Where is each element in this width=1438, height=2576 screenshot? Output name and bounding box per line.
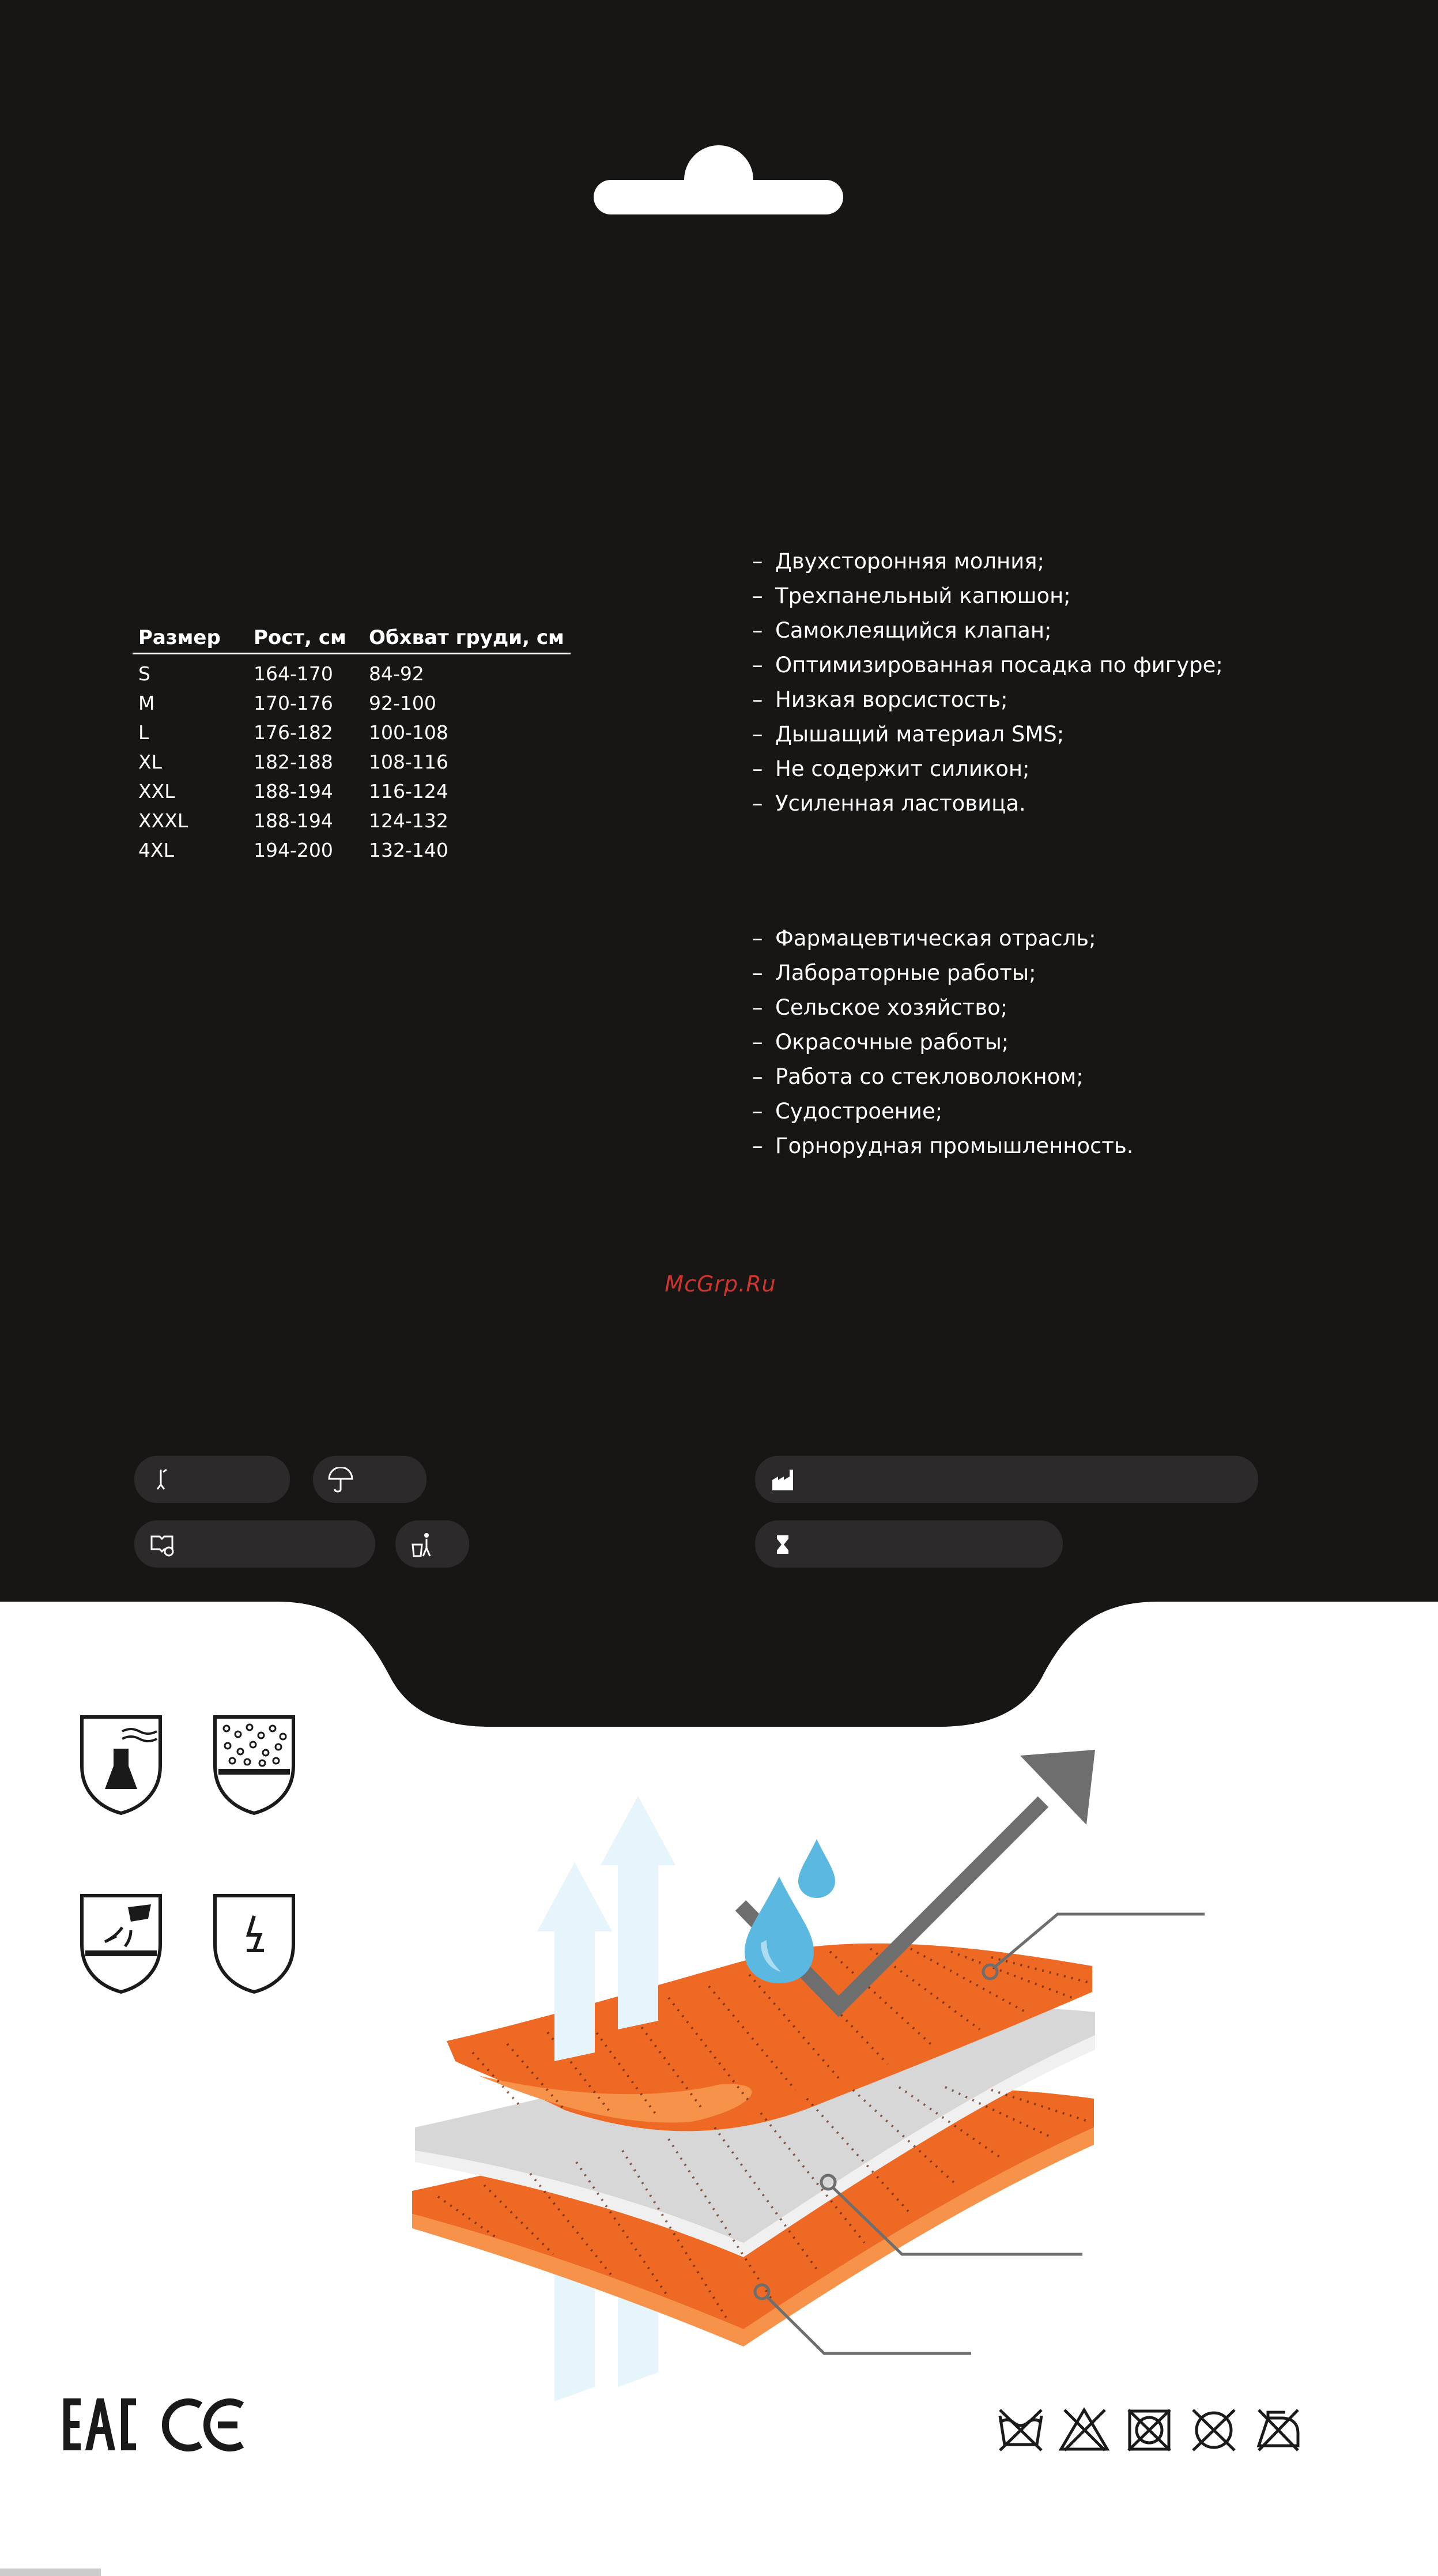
application-text: Окрасочные работы; (775, 1030, 1009, 1054)
antistatic-protection-icon (215, 1896, 293, 1992)
application-text: Работа со стекловолокном; (775, 1064, 1084, 1089)
manual-icon (149, 1532, 175, 1557)
table-row (133, 747, 571, 777)
height-cell: 194-200 (254, 839, 333, 861)
table-row (133, 777, 571, 806)
table-row (133, 806, 571, 835)
list-item (752, 544, 1223, 579)
application-text: Фармацевтическая отрасль; (775, 926, 1096, 951)
list-dash: – (752, 1099, 763, 1124)
applications-list (752, 921, 1134, 1163)
application-text: Лабораторные работы; (775, 961, 1036, 985)
list-item (752, 1094, 1134, 1129)
size-table-header (133, 623, 571, 654)
care-symbols (1000, 2410, 1298, 2450)
list-dash: – (752, 961, 763, 985)
list-dash: – (752, 653, 763, 677)
disposal-icon (410, 1532, 436, 1557)
particle-protection-icon (215, 1717, 293, 1813)
height-cell: 170-176 (254, 692, 333, 714)
feature-text: Трехпанельный капюшон; (775, 583, 1071, 608)
table-row (133, 835, 571, 865)
no-wash-icon (1000, 2410, 1041, 2450)
size-header-height: Рост, см (254, 626, 346, 649)
list-dash: – (752, 791, 763, 816)
list-item (752, 921, 1134, 956)
liquid-splash-protection-icon (82, 1896, 160, 1992)
umbrella-icon (328, 1467, 353, 1493)
height-cell: 164-170 (254, 662, 333, 685)
height-cell: 182-188 (254, 751, 333, 773)
size-cell: 4XL (138, 839, 174, 861)
list-item (752, 956, 1134, 991)
list-dash: – (752, 1064, 763, 1089)
no-dry-clean-icon (1193, 2410, 1235, 2450)
table-row (133, 688, 571, 718)
size-cell: M (138, 692, 155, 714)
list-dash: – (752, 926, 763, 951)
pill-umbrella (313, 1456, 427, 1503)
list-item (752, 648, 1223, 683)
no-bleach-icon (1061, 2410, 1107, 2450)
feature-text: Дышащий материал SMS; (775, 722, 1065, 747)
feature-text: Самоклеящийся клапан; (775, 618, 1052, 643)
list-item (752, 1129, 1134, 1163)
chest-cell: 132-140 (369, 839, 448, 861)
size-header-chest: Обхват груди, см (369, 626, 564, 649)
features-list (752, 544, 1223, 821)
factory-icon (770, 1467, 795, 1493)
no-iron-icon (1259, 2410, 1298, 2450)
feature-text: Не содержит силикон; (775, 756, 1030, 781)
eac-mark-icon (63, 2398, 136, 2450)
list-dash: – (752, 687, 763, 712)
list-item (752, 579, 1223, 613)
chest-cell: 124-132 (369, 809, 448, 832)
list-item (752, 752, 1223, 786)
feature-text: Двухсторонняя молния; (775, 549, 1044, 574)
size-cell: XXL (138, 780, 175, 803)
size-cell: L (138, 721, 149, 744)
height-cell: 188-194 (254, 809, 333, 832)
ce-mark-icon (165, 2402, 242, 2448)
chest-cell: 84-92 (369, 662, 424, 685)
hourglass-icon (770, 1532, 795, 1557)
list-dash: – (752, 995, 763, 1020)
pill-hourglass (755, 1520, 1063, 1568)
size-header-size: Размер (138, 626, 221, 649)
temperature-icon (149, 1467, 175, 1493)
height-cell: 188-194 (254, 780, 333, 803)
application-text: Сельское хозяйство; (775, 995, 1008, 1020)
chest-cell: 100-108 (369, 721, 448, 744)
list-dash: – (752, 722, 763, 747)
size-cell: S (138, 662, 150, 685)
watermark: McGrp.Ru (665, 1271, 776, 1297)
no-tumble-dry-icon (1128, 2410, 1170, 2450)
list-item (752, 1060, 1134, 1094)
list-item (752, 786, 1223, 821)
height-cell: 176-182 (254, 721, 333, 744)
chest-cell: 108-116 (369, 751, 448, 773)
list-dash: – (752, 549, 763, 574)
size-table (133, 623, 571, 865)
water-drop-small-icon (798, 1839, 835, 1898)
list-item (752, 613, 1223, 648)
pill-temperature (134, 1456, 290, 1503)
material-layers-illustration (412, 1750, 1205, 2401)
table-row (133, 718, 571, 747)
list-item (752, 683, 1223, 717)
list-dash: – (752, 1133, 763, 1158)
list-item (752, 717, 1223, 752)
feature-text: Усиленная ластовица. (775, 791, 1026, 816)
chemical-protection-icon (82, 1717, 160, 1813)
list-dash: – (752, 618, 763, 643)
feature-text: Оптимизированная посадка по фигуре; (775, 653, 1223, 677)
pill-disposal (395, 1520, 469, 1568)
list-item (752, 991, 1134, 1025)
bottom-strip (0, 2569, 101, 2576)
list-dash: – (752, 1030, 763, 1054)
list-dash: – (752, 756, 763, 781)
list-item (752, 1025, 1134, 1060)
feature-text: Низкая ворсистость; (775, 687, 1008, 712)
chest-cell: 92-100 (369, 692, 436, 714)
size-cell: XXXL (138, 809, 188, 832)
chest-cell: 116-124 (369, 780, 448, 803)
table-row (133, 659, 571, 688)
application-text: Горнорудная промышленность. (775, 1133, 1134, 1158)
list-dash: – (752, 583, 763, 608)
size-cell: XL (138, 751, 162, 773)
pill-manual (134, 1520, 375, 1568)
pill-factory (755, 1456, 1258, 1503)
application-text: Судостроение; (775, 1099, 943, 1124)
